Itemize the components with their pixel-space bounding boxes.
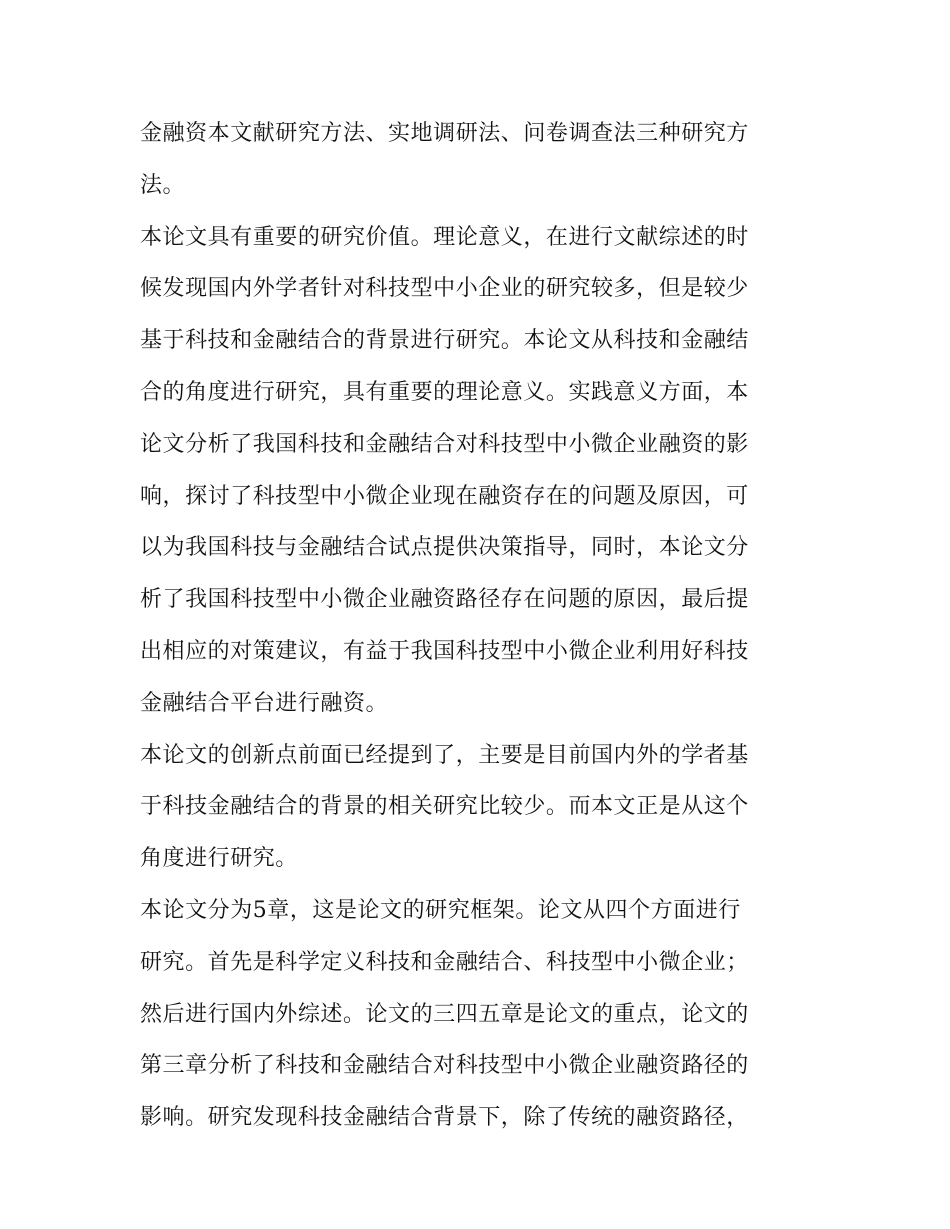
text-line: 金融资本文献研究方法、实地调研法、问卷调查法三种研究方	[140, 121, 749, 146]
text-line: 金融结合平台进行融资。	[140, 690, 389, 716]
text-line: 基于科技和金融结合的背景进行研究。本论文从科技和金融结	[140, 328, 749, 354]
text-line: 然后进行国内外综述。论文的三四五章是论文的重点，论文的	[140, 1001, 749, 1027]
body-text	[140, 108, 812, 1144]
text-line: 候发现国内外学者针对科技型中小企业的研究较多，但是较少	[140, 276, 749, 302]
text-line: 第三章分析了科技和金融结合对科技型中小微企业融资路径的	[140, 1053, 749, 1079]
text-line: 合的角度进行研究，具有重要的理论意义。实践意义方面，本	[140, 379, 749, 405]
text-line: 于科技金融结合的背景的相关研究比较少。而本文正是从这个	[140, 794, 749, 820]
text-line: 论文分析了我国科技和金融结合对科技型中小微企业融资的影	[140, 431, 749, 457]
text-line: 响，探讨了科技型中小微企业现在融资存在的问题及原因，可	[140, 483, 749, 509]
text-line: 本论文具有重要的研究价值。理论意义，在进行文献综述的时	[140, 224, 749, 250]
text-line: 出相应的对策建议，有益于我国科技型中小微企业利用好科技	[140, 638, 749, 664]
text-line: 本论文分为5章，这是论文的研究框架。论文从四个方面进行	[140, 897, 741, 923]
text-line: 研究。首先是科学定义科技和金融结合、科技型中小微企业；	[140, 949, 749, 975]
text-line: 影响。研究发现科技金融结合背景下，除了传统的融资路径，	[140, 1105, 749, 1131]
text-line: 以为我国科技与金融结合试点提供决策指导，同时，本论文分	[140, 535, 749, 561]
text-line: 法。	[140, 172, 186, 198]
text-line: 析了我国科技型中小微企业融资路径存在问题的原因，最后提	[140, 587, 749, 613]
text-line: 角度进行研究。	[140, 846, 298, 872]
text-line: 本论文的创新点前面已经提到了，主要是目前国内外的学者基	[140, 742, 749, 768]
